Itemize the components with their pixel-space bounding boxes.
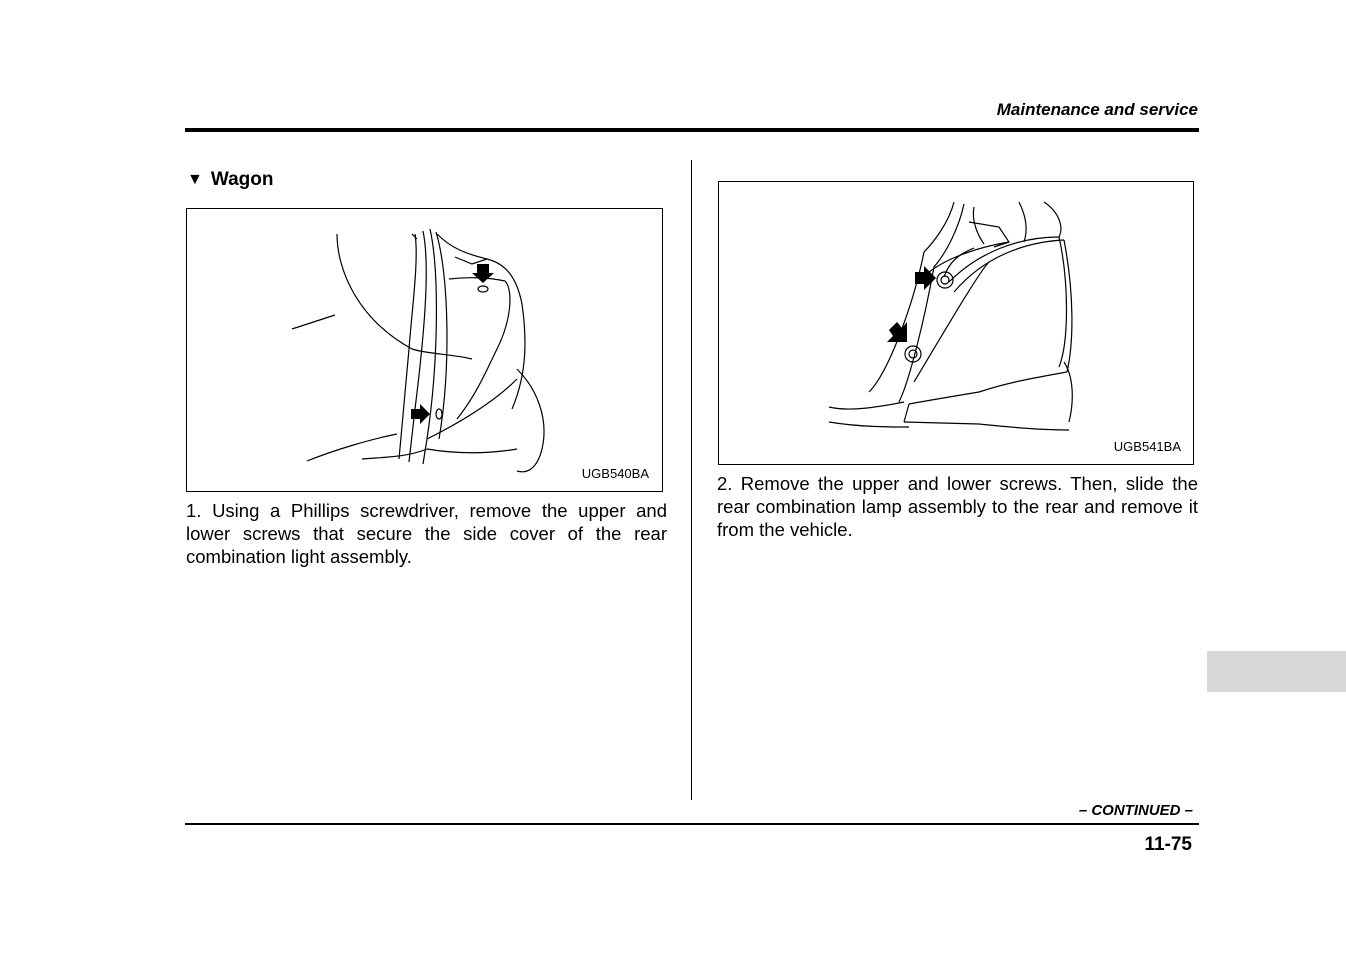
running-header: Maintenance and service [996,100,1198,119]
page-number: 11-75 [1144,834,1192,855]
column-divider [691,160,692,800]
figure-code: UGB540BA [581,466,649,481]
figure-code: UGB541BA [1113,439,1181,454]
chapter-thumb-tab [1207,651,1346,692]
footer-rule [185,823,1199,825]
figure-side-cover-screws [186,208,663,492]
figure-rear-lamp-screws [718,181,1194,465]
arrow-upper-screw-icon [472,264,494,283]
arrow-lower-screw-icon [887,322,907,342]
header-rule [185,128,1199,132]
continued-label: – CONTINUED – [1078,802,1193,819]
triangle-down-icon: ▼ [187,171,203,188]
illustration-rear-lamp [719,182,1193,464]
step-2-text: 2. Remove the upper and lower screws. Then, slide the rear combination lamp assembly to the rear and remove it from the vehicle. [717,473,1198,540]
section-heading-label: Wagon [210,169,274,190]
step-1-text: 1. Using a Phillips screwdriver, remove the upper and lower screws that secure the side cover of the rear combination light assembly. [186,500,667,567]
section-heading [187,169,273,191]
illustration-side-cover [187,209,662,491]
